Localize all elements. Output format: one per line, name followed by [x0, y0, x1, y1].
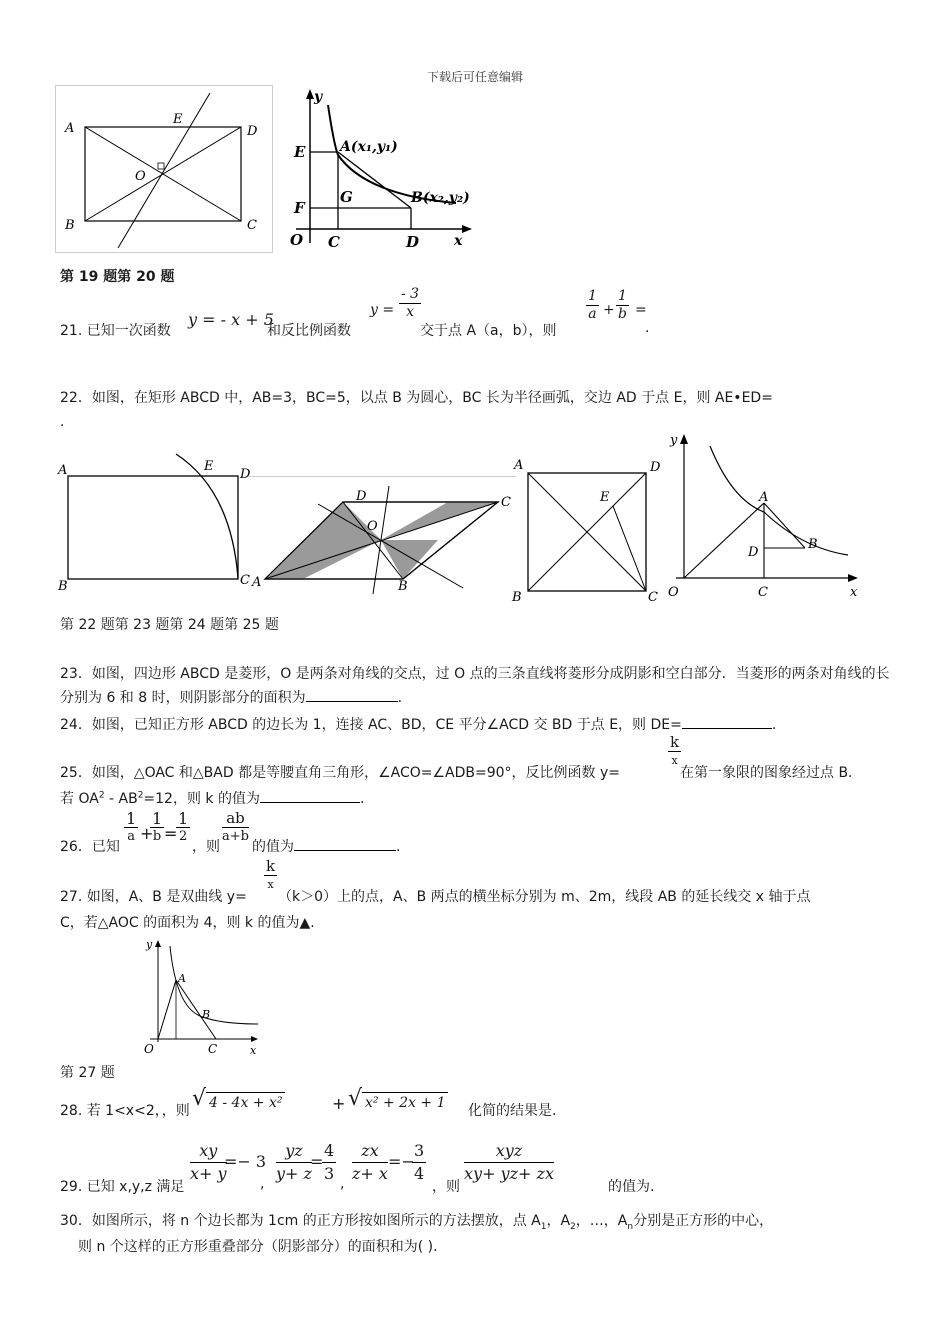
label-A: A: [759, 490, 769, 505]
question-28: [60, 1086, 896, 1126]
label-O: O: [290, 231, 304, 249]
label-F: F: [294, 199, 305, 217]
q23-text: 23．如图，四边形 ABCD 是菱形，O 是两条对角线的交点，过 O 点的三条直线将菱形分成阴影和空白部分．当菱形的两条对角线的长分别为 6 和 8 时，则阴影部分的面积为: [60, 666, 890, 706]
q21-mid: 和反比例函数: [267, 323, 351, 339]
denominator: x+ y: [190, 1164, 227, 1183]
label-B: B: [58, 579, 68, 594]
denominator: xy+ yz+ zx: [464, 1164, 554, 1183]
label-A: A: [58, 463, 68, 478]
q26-fraction-1-over-2: [176, 810, 190, 845]
q30-t2: ，A: [546, 1213, 571, 1229]
q30-t4: 分别是正方形的中心，: [633, 1213, 774, 1229]
superscript: 2: [137, 790, 144, 801]
subscript: 2: [570, 1221, 576, 1232]
q25-text2: 在第一象限的图象经过点 B．: [680, 765, 863, 781]
q27-text1: 27. 如图，A、B 是双曲线 y=: [60, 889, 247, 905]
figure-23: [248, 476, 516, 598]
q28-prefix: 28. 若 1<x<2，，则: [60, 1103, 190, 1119]
q23-end: .: [397, 690, 403, 706]
q24-text: 24．如图，已知正方形 ABCD 的边长为 1，连接 AC、BD，CE 平分∠ACD 交 BD 于点 E，则 DE=: [60, 717, 682, 733]
denominator: a+b: [222, 829, 249, 844]
figure-27: [140, 936, 270, 1060]
question-29: [60, 1138, 896, 1194]
q29-comma-2: ,: [340, 1176, 345, 1192]
q26-after: 的值为: [252, 839, 294, 855]
q25-line2: [60, 788, 364, 808]
label-E: E: [204, 459, 214, 474]
numerator: 1: [618, 288, 627, 304]
denominator: 3: [324, 1164, 335, 1183]
label-C: C: [240, 573, 250, 588]
page-header: 下载后可任意编辑: [426, 70, 523, 84]
label-B: B: [202, 1008, 211, 1021]
label-C: C: [501, 495, 511, 510]
label-C: C: [328, 233, 340, 251]
numerator: 3: [412, 1140, 426, 1163]
axis-y: y: [146, 938, 153, 951]
question-22: [60, 386, 896, 434]
label-A: A: [514, 458, 524, 473]
numerator: 4: [322, 1140, 336, 1163]
caption-19-20: 第 19 题第 20 题: [60, 269, 175, 285]
label-C: C: [648, 590, 658, 605]
q30-t3: ，…，A: [575, 1213, 628, 1229]
q27-fraction-k-over-x: [264, 858, 277, 893]
q28-after: 化简的结果是.: [468, 1103, 557, 1119]
label-B: B: [512, 590, 522, 605]
label-A: A: [65, 121, 75, 136]
q25-text3a: 若 OA: [60, 791, 99, 807]
label-A: A: [178, 972, 186, 985]
label-O: O: [367, 519, 378, 534]
label-A: A: [252, 575, 262, 590]
label-O: O: [144, 1042, 154, 1056]
q26-plus: +: [140, 824, 154, 843]
denominator: 4: [414, 1164, 425, 1183]
denominator: x: [406, 304, 414, 320]
numerator: 1: [152, 809, 163, 828]
q27-text2: （k＞0）上的点，A、B 两点的横坐标分别为 m、2m，线段 AB 的延长线交 x 轴于点: [278, 889, 811, 905]
q26-equals: =: [164, 824, 178, 843]
q25-text3b: - AB: [104, 791, 138, 807]
numerator: zx: [352, 1140, 388, 1163]
q21-after: 交于点 A（a，b），则: [420, 323, 557, 339]
denominator: x: [267, 878, 274, 891]
caption-22-25: 第 22 题第 23 题第 24 题第 25 题: [60, 617, 279, 633]
question-30-line-2: 则 n 个这样的正方形重叠部分（阴影部分）的面积和为( ).: [78, 1239, 438, 1255]
q29-comma-1: ,: [260, 1176, 265, 1192]
numerator: - 3: [401, 286, 420, 302]
figure-22: [56, 450, 252, 598]
answer-blank: [682, 714, 772, 729]
numerator: k: [670, 733, 680, 751]
label-E: E: [173, 112, 183, 127]
q26-fraction-1-over-a: [124, 810, 138, 845]
q27-text3: C，若△AOC 的面积为 4，则 k 的值为▲.: [60, 915, 315, 931]
denominator: x: [671, 754, 678, 767]
q21-prefix: 21. 已知一次函数: [60, 323, 171, 339]
label-B: B(x₂,y₂): [411, 190, 470, 206]
q29-mid: ，则: [432, 1179, 460, 1195]
q29-fraction-zx: [352, 1140, 388, 1185]
q21-end: .: [645, 320, 650, 336]
label-D: D: [406, 233, 420, 251]
denominator: b: [152, 829, 162, 844]
label-O: O: [668, 585, 679, 600]
axis-x: x: [250, 1044, 257, 1057]
q29-fraction-3-over-4: [412, 1140, 426, 1185]
numerator: ab: [222, 810, 249, 828]
q29-eq-3: =−: [388, 1152, 415, 1171]
label-D: D: [356, 489, 367, 504]
label-O: O: [135, 169, 146, 184]
sqrt-sign-2: √: [348, 1086, 363, 1111]
numerator: xyz: [464, 1140, 554, 1163]
q29-fraction-xyz: [464, 1140, 554, 1185]
q28-radicand-1: 4 - 4x + x²: [206, 1092, 285, 1113]
subscript: 1: [540, 1221, 547, 1232]
label-C: C: [208, 1042, 218, 1056]
figure-19-rectangle: [55, 85, 273, 253]
q22-end: .: [60, 414, 65, 430]
q21-eq2-lhs: y =: [370, 302, 395, 318]
axis-y: y: [314, 89, 323, 105]
figure-25: [662, 430, 862, 602]
axis-x: x: [850, 585, 858, 600]
q24-end: .: [771, 717, 777, 733]
q21-fraction-1-over-a: [586, 288, 599, 323]
question-25: [60, 733, 896, 807]
numerator: 1: [126, 809, 137, 828]
axis-y: y: [670, 433, 678, 448]
label-B: B: [398, 579, 408, 594]
q21-fraction-neg3-over-x: [399, 286, 421, 321]
numerator: 1: [178, 809, 189, 828]
q28-plus: +: [332, 1094, 346, 1113]
q29-eq-2: =: [310, 1152, 324, 1171]
denominator: y+ z: [276, 1164, 312, 1183]
q21-fraction-1-over-b: [616, 288, 629, 323]
label-E: E: [600, 490, 610, 505]
denominator: b: [617, 306, 627, 322]
label-D: D: [650, 460, 661, 475]
denominator: a: [588, 306, 597, 322]
question-23: [60, 662, 896, 710]
q26-end: .: [396, 839, 401, 855]
q25-text1: 25．如图，△OAC 和△BAD 都是等腰直角三角形，∠ACO=∠ADB=90°，反比例函数 y=: [60, 765, 621, 781]
label-C: C: [247, 218, 257, 233]
q21-linear-equation: y = - x + 5: [188, 310, 274, 329]
q28-radicand-2: x² + 2x + 1: [362, 1092, 448, 1113]
q21-equals: =: [635, 302, 647, 318]
label-E: E: [294, 143, 306, 161]
caption-27: 第 27 题: [60, 1065, 115, 1081]
q21-plus: +: [603, 302, 615, 318]
denominator: a: [127, 829, 135, 844]
answer-blank: [306, 687, 398, 702]
q29-prefix: 29. 已知 x,y,z 满足: [60, 1179, 185, 1195]
q29-fraction-4-over-3: [322, 1140, 336, 1185]
numerator: 1: [588, 288, 597, 304]
q29-fraction-yz: [276, 1140, 312, 1185]
question-30-line-1: [60, 1210, 773, 1232]
label-B: B: [808, 537, 818, 552]
label-A: A(x₁,y₁): [340, 139, 398, 155]
answer-blank: [294, 836, 396, 851]
q26-fraction-1-over-b: [150, 810, 164, 845]
q30-text1: 30．如图所示，将 n 个边长都为 1cm 的正方形按如图所示的方法摆放，点 A: [60, 1213, 541, 1229]
question-26: [60, 810, 896, 860]
numerator: yz: [276, 1140, 312, 1163]
q22-text: 22．如图，在矩形 ABCD 中，AB=3，BC=5，以点 B 为圆心，BC 长为半径画弧，交边 AD 于点 E，则 AE•ED=: [60, 390, 773, 406]
label-D: D: [748, 545, 759, 560]
sqrt-sign-1: √: [192, 1086, 207, 1111]
label-B: B: [65, 218, 75, 233]
q26-fraction-ab-over-a-plus-b: [222, 810, 249, 845]
label-D: D: [240, 467, 251, 482]
q29-value-1: =− 3: [224, 1152, 267, 1171]
figure-24: [510, 455, 670, 605]
question-24: [60, 714, 776, 734]
axis-x: x: [454, 233, 463, 249]
q26-after-group: [252, 836, 400, 856]
denominator: z+ x: [352, 1164, 388, 1183]
superscript: 2: [98, 790, 105, 801]
q26-prefix: 26．已知: [60, 839, 120, 855]
q29-fraction-xy: [190, 1140, 227, 1185]
q25-end: .: [359, 791, 365, 807]
subscript: n: [627, 1221, 634, 1232]
figure-20-hyperbola: [276, 85, 481, 253]
denominator: 2: [178, 829, 188, 844]
label-C: C: [758, 585, 768, 600]
q29-after: 的值为.: [608, 1179, 655, 1195]
question-27: [60, 857, 896, 932]
numerator: k: [266, 857, 276, 875]
q26-mid: ，则: [192, 839, 220, 855]
numerator: xy: [190, 1140, 227, 1163]
q25-text3c: =12，则 k 的值为: [143, 791, 260, 807]
answer-blank: [260, 788, 360, 803]
label-G: G: [340, 188, 353, 206]
label-D: D: [247, 124, 258, 139]
